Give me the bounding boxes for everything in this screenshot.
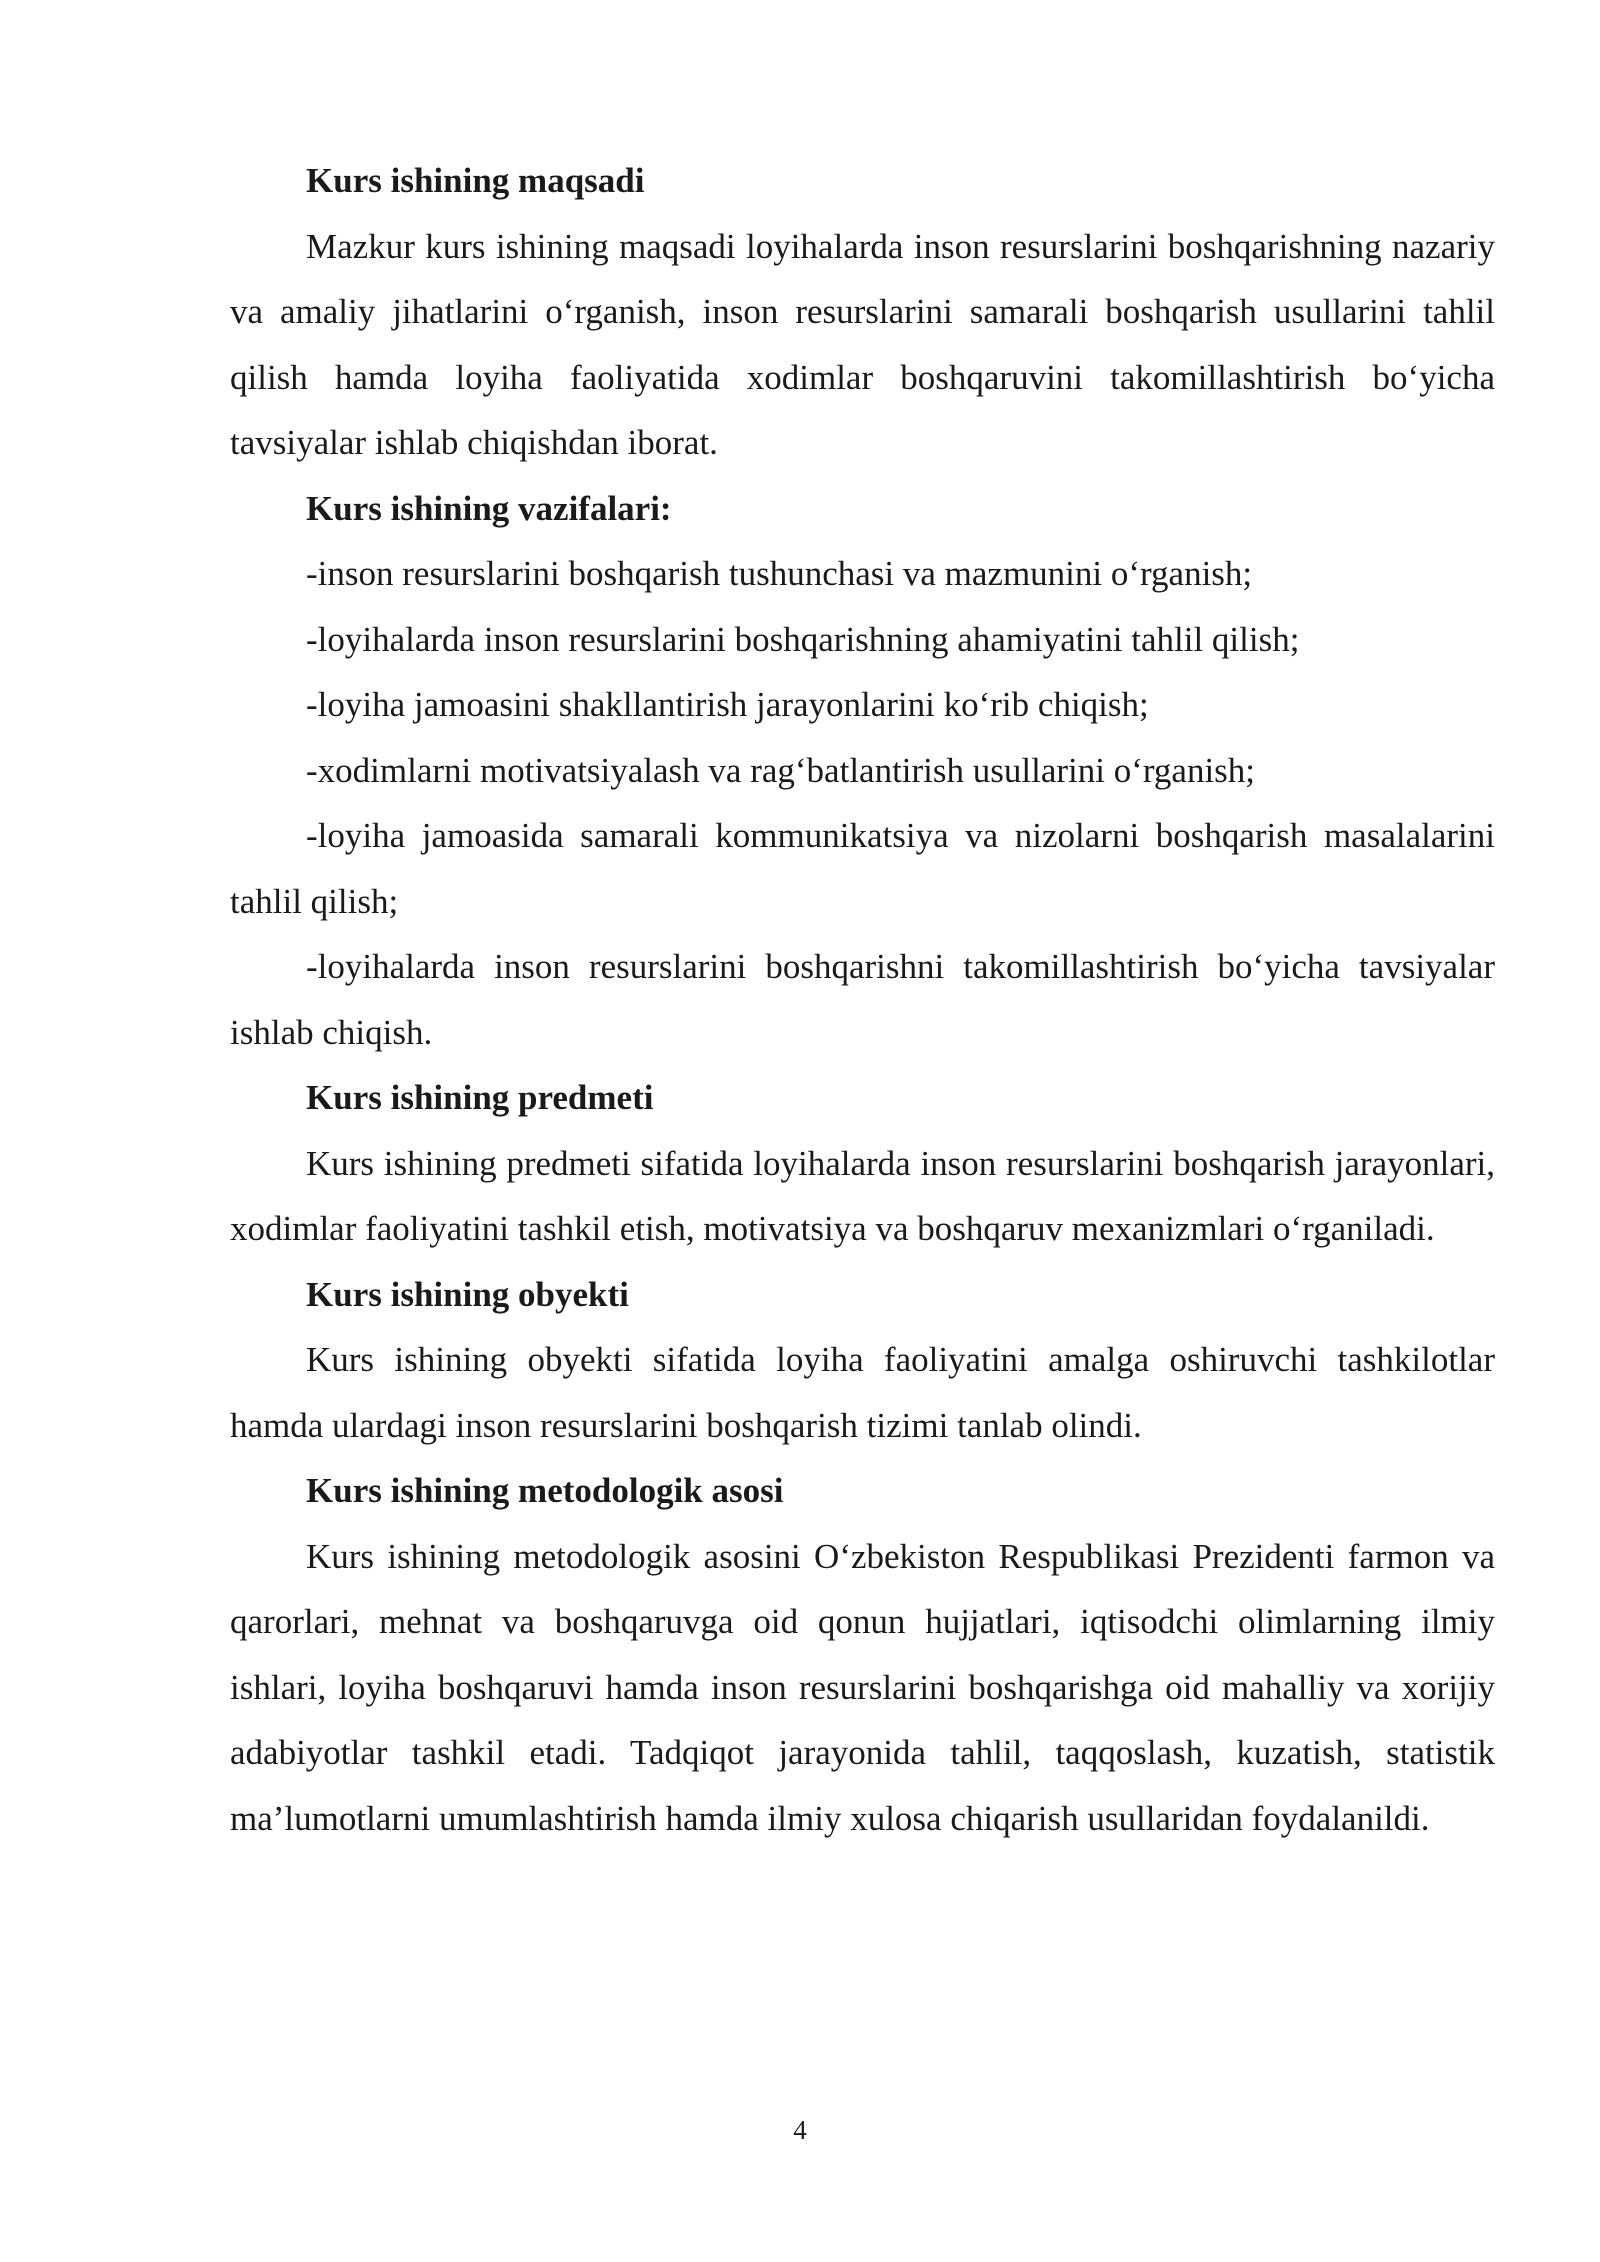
maqsad-paragraph: Mazkur kurs ishining maqsadi loyihalarda inson resurslarini boshqarishning nazariy va amaliy jihatlarini o‘rganish, inson resurslarini samarali boshqarish usullarini tahlil qilish hamda loyiha faoliyatida xodimlar boshqaruvini takomillashtirish bo‘yicha tavsiyalar ishlab chiqishdan iborat. <box>230 226 1495 462</box>
vazifa-item: -loyihalarda inson resurslarini boshqarishni takomillashtirish bo‘yicha tavsiyalar ishlab chiqish. <box>230 947 1495 1052</box>
vazifa-item: -xodimlarni motivatsiyalash va rag‘batlantirish usullarini o‘rganish; <box>306 750 1256 790</box>
metodologiya-paragraph: Kurs ishining metodologik asosini O‘zbekiston Respublikasi Prezidenti farmon va qarorlari, mehnat va boshqaruvga oid qonun hujjatlari, iqtisodchi olimlarning ilmiy ishlari, loyiha boshqaruvi hamda inson resurslarini boshqarishga oid mahalliy va xorijiy adabiyotlar tashkil etadi. Tadqiqot jarayonida tahlil, taqqoslash, kuzatish, statistik ma’lumotlarni umumlashtirish hamda ilmiy xulosa chiqarish usullaridan foydalanildi. <box>230 1536 1495 1838</box>
predmet-paragraph: Kurs ishining predmeti sifatida loyihalarda inson resurslarini boshqarish jarayonlari, xodimlar faoliyatini tashkil etish, motivatsiya va boshqaruv mexanizmlari o‘rganiladi. <box>230 1143 1495 1248</box>
vazifa-item: -loyiha jamoasida samarali kommunikatsiya va nizolarni boshqarish masalalarini tahlil qilish; <box>230 816 1495 921</box>
maqsad-heading: Kurs ishining maqsadi <box>306 161 645 200</box>
document-page <box>230 148 1495 1851</box>
obyekt-paragraph: Kurs ishining obyekti sifatida loyiha faoliyatini amalga oshiruvchi tashkilotlar hamda ulardagi inson resurslarini boshqarish tizimi tanlab olindi. <box>230 1340 1495 1445</box>
vazifa-item: -inson resurslarini boshqarish tushunchasi va mazmunini o‘rganish; <box>306 554 1253 593</box>
vazifalar-heading: Kurs ishining vazifalari: <box>306 488 672 528</box>
predmet-heading: Kurs ishining predmeti <box>306 1078 654 1117</box>
vazifa-item: -loyiha jamoasini shakllantirish jarayonlarini ko‘rib chiqish; <box>306 685 1149 724</box>
vazifa-item: -loyihalarda inson resurslarini boshqarishning ahamiyatini tahlil qilish; <box>306 619 1300 659</box>
page-number: 4 <box>793 2115 807 2145</box>
obyekt-heading: Kurs ishining obyekti <box>306 1274 629 1314</box>
metodologiya-heading: Kurs ishining metodologik asosi <box>306 1471 784 1510</box>
